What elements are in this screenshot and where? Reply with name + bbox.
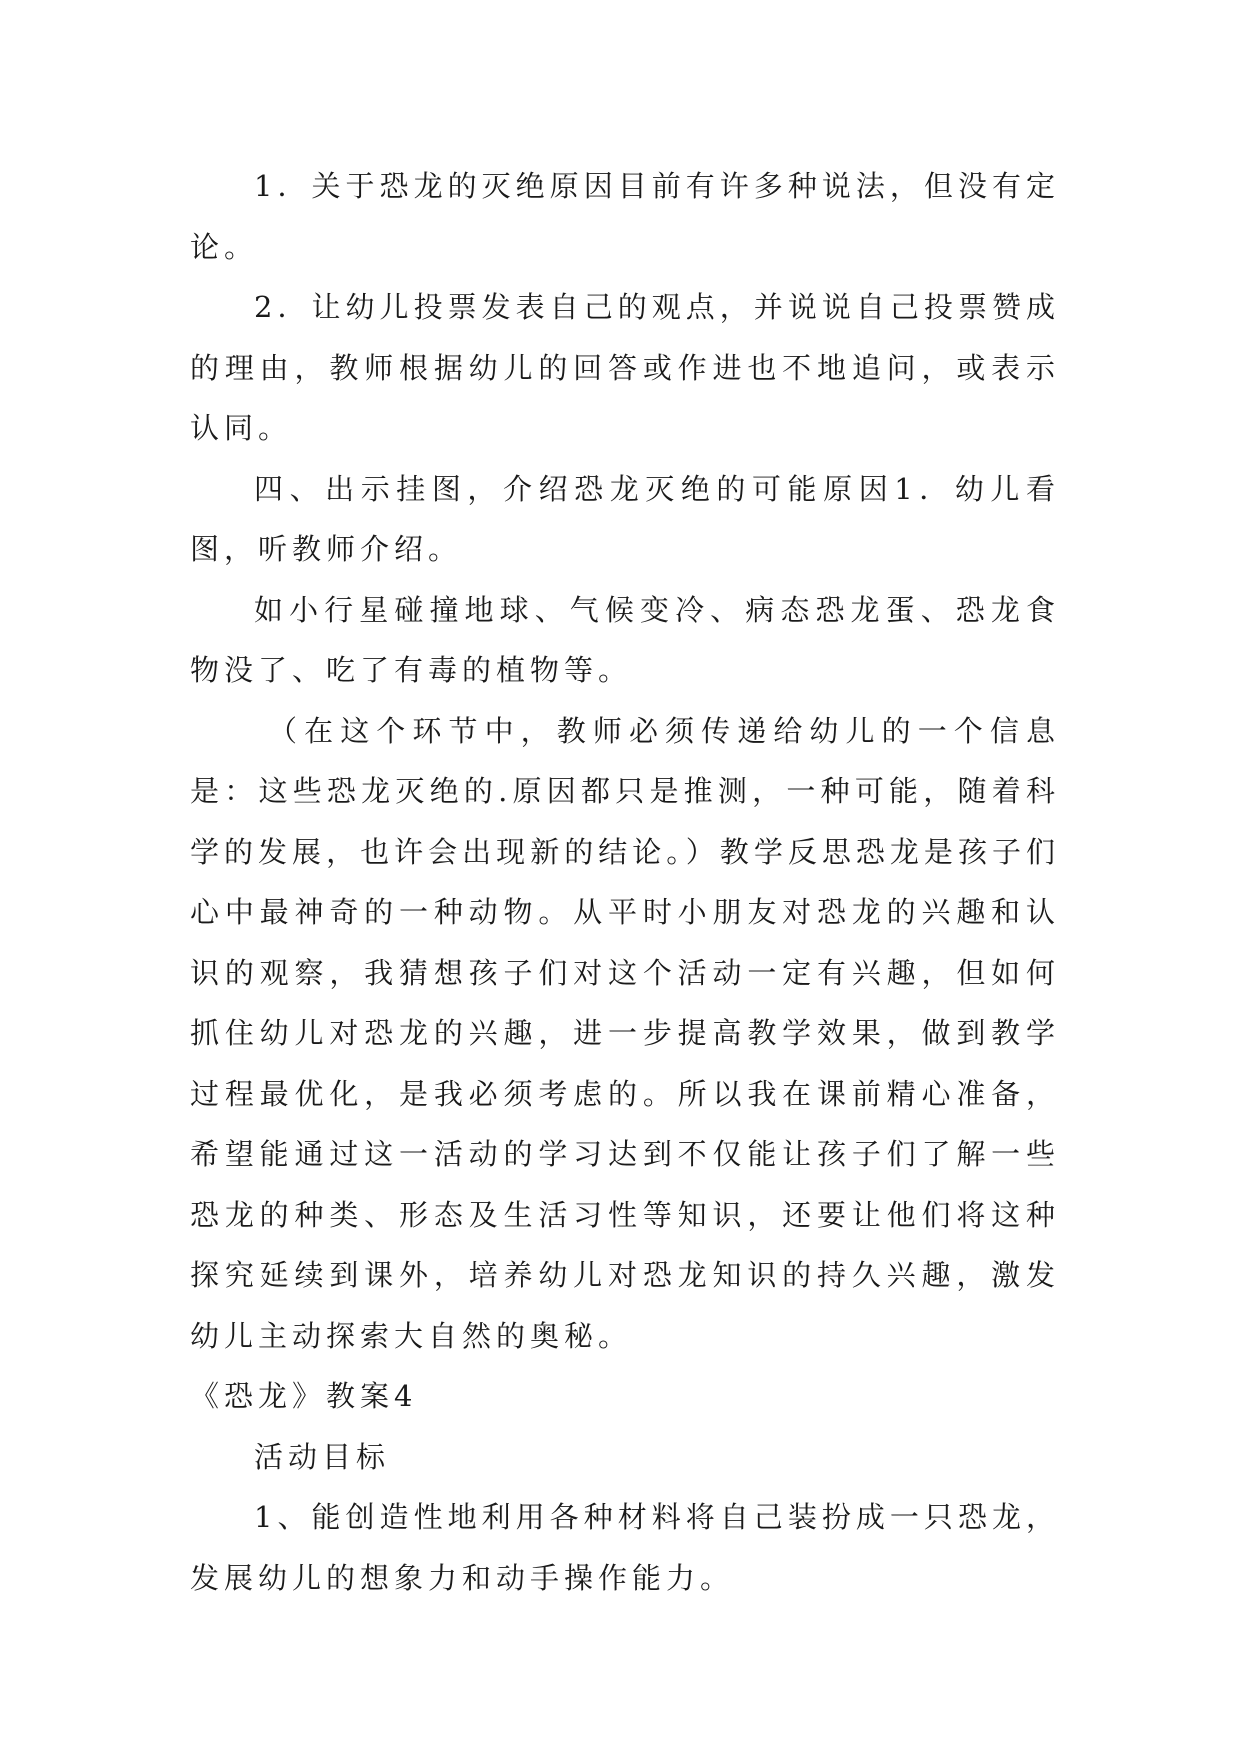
section-title-lesson-4: 《恐龙》教案4 [190,1379,418,1413]
paragraph-teaching-reflection: （在这个环节中，教师必须传递给幼儿的一个信息是：这些恐龙灭绝的.原因都只是推测，一种可能，随着科学的发展，也许会出现新的结论。）教学反思恐龙是孩子们心中最神奇的一种动物。从平时小朋友对恐龙的兴趣和认识的观察，我猜想孩子们对这个活动一定有兴趣，但如何抓住幼儿对恐龙的兴趣，进一步提高教学效果，做到教学过程最优化，是我必须考虑的。所以我在课前精心准备，希望能通过这一活动的学习达到不仅能让孩子们了解一些恐龙的种类、形态及生活习性等知识，还要让他们将这种探究延续到课外，培养幼儿对恐龙知识的持久兴趣，激发幼儿主动探索大自然的奥秘。 [190,713,1060,1353]
paragraph-show-poster: 四、出示挂图，介绍恐龙灭绝的可能原因1．幼儿看图，听教师介绍。 [190,471,1060,566]
paragraph-extinction-theories: 1．关于恐龙的灭绝原因目前有许多种说法，但没有定论。 [190,169,1060,264]
heading-activity-goals: 活动目标 [254,1439,391,1474]
paragraph-vote-opinion: 2．让幼儿投票发表自己的观点，并说说自己投票赞成的理由，教师根据幼儿的回答或作进也不地追问，或表示认同。 [190,290,1060,445]
paragraph-possible-causes: 如小行星碰撞地球、气候变冷、病态恐龙蛋、恐龙食物没了、吃了有毒的植物等。 [190,592,1060,687]
document-page [190,156,1060,1608]
paragraph-goal-1: 1、能创造性地利用各种材料将自己装扮成一只恐龙，发展幼儿的想象力和动手操作能力。 [190,1500,1060,1595]
